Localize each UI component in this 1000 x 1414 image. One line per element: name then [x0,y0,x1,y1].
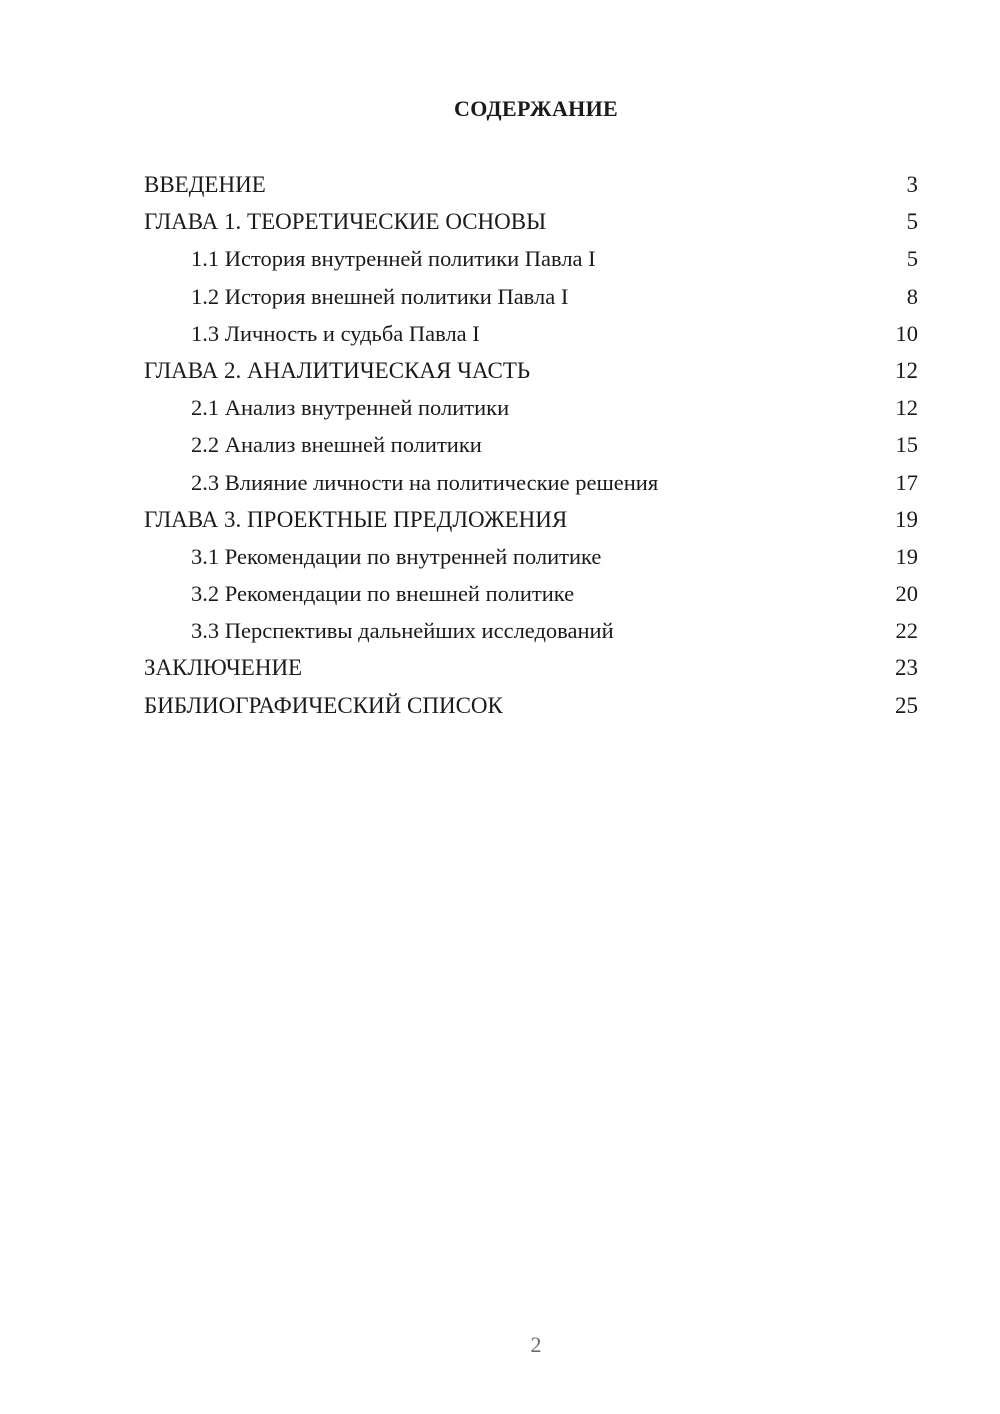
toc-entry-label: 2.1 Анализ внутренней политики [191,395,510,421]
toc-entry-conclusion[interactable] [144,649,918,686]
toc-entry-label: 3.1 Рекомендации по внутренней политике [191,543,602,569]
toc-entry-label: 2.3 Влияние личности на политические решения [191,469,659,495]
toc-entry-page: 19 [895,543,918,569]
page-number: 2 [530,1332,542,1357]
toc-entry-label: 1.2 История внешней политики Павла I [191,283,569,309]
toc-entry-introduction[interactable] [144,166,918,203]
toc-entry-chapter-2[interactable] [144,352,918,389]
toc-entry-label: 3.2 Рекомендации по внешней политике [191,581,575,607]
toc-entry-section-3-2[interactable] [144,575,918,612]
table-of-contents [144,166,918,724]
page-title: СОДЕРЖАНИЕ [454,96,618,121]
toc-entry-page: 5 [906,209,918,235]
toc-entry-chapter-1[interactable] [144,203,918,240]
toc-entry-page: 17 [895,469,918,495]
toc-entry-section-1-1[interactable] [144,240,918,277]
toc-entry-page: 19 [895,506,918,532]
toc-entry-label: 3.3 Перспективы дальнейших исследований [191,618,614,644]
toc-entry-label: ГЛАВА 1. ТЕОРЕТИЧЕСКИЕ ОСНОВЫ [144,209,547,235]
toc-entry-page: 10 [895,320,918,346]
toc-entry-page: 5 [906,246,918,272]
toc-entry-page: 3 [906,172,918,197]
toc-entry-page: 12 [895,395,918,421]
toc-entry-chapter-3[interactable] [144,501,918,538]
toc-entry-section-2-2[interactable] [144,426,918,463]
toc-entry-page: 23 [895,655,918,681]
toc-entry-label: ЗАКЛЮЧЕНИЕ [144,655,303,681]
toc-entry-page: 22 [895,618,918,644]
toc-entry-section-2-1[interactable] [144,389,918,426]
toc-entry-page: 8 [906,283,918,309]
toc-entry-label: ВВЕДЕНИЕ [144,172,266,197]
toc-entry-label: 1.1 История внутренней политики Павла I [191,246,596,272]
toc-entry-label: 2.2 Анализ внешней политики [191,432,482,458]
toc-entry-section-2-3[interactable] [144,464,918,501]
toc-entry-page: 15 [895,432,918,458]
toc-entry-label: 1.3 Личность и судьба Павла I [191,320,480,346]
toc-entry-page: 25 [895,692,918,718]
toc-entry-page: 12 [895,357,918,383]
toc-entry-section-1-3[interactable] [144,315,918,352]
toc-entry-bibliography[interactable] [144,687,918,724]
toc-entry-page: 20 [895,581,918,607]
toc-entry-label: ГЛАВА 2. АНАЛИТИЧЕСКАЯ ЧАСТЬ [144,357,531,383]
toc-entry-label: БИБЛИОГРАФИЧЕСКИЙ СПИСОК [144,692,503,718]
toc-entry-section-3-1[interactable] [144,538,918,575]
toc-entry-section-3-3[interactable] [144,612,918,649]
toc-entry-section-1-2[interactable] [144,278,918,315]
toc-entry-label: ГЛАВА 3. ПРОЕКТНЫЕ ПРЕДЛОЖЕНИЯ [144,506,568,532]
